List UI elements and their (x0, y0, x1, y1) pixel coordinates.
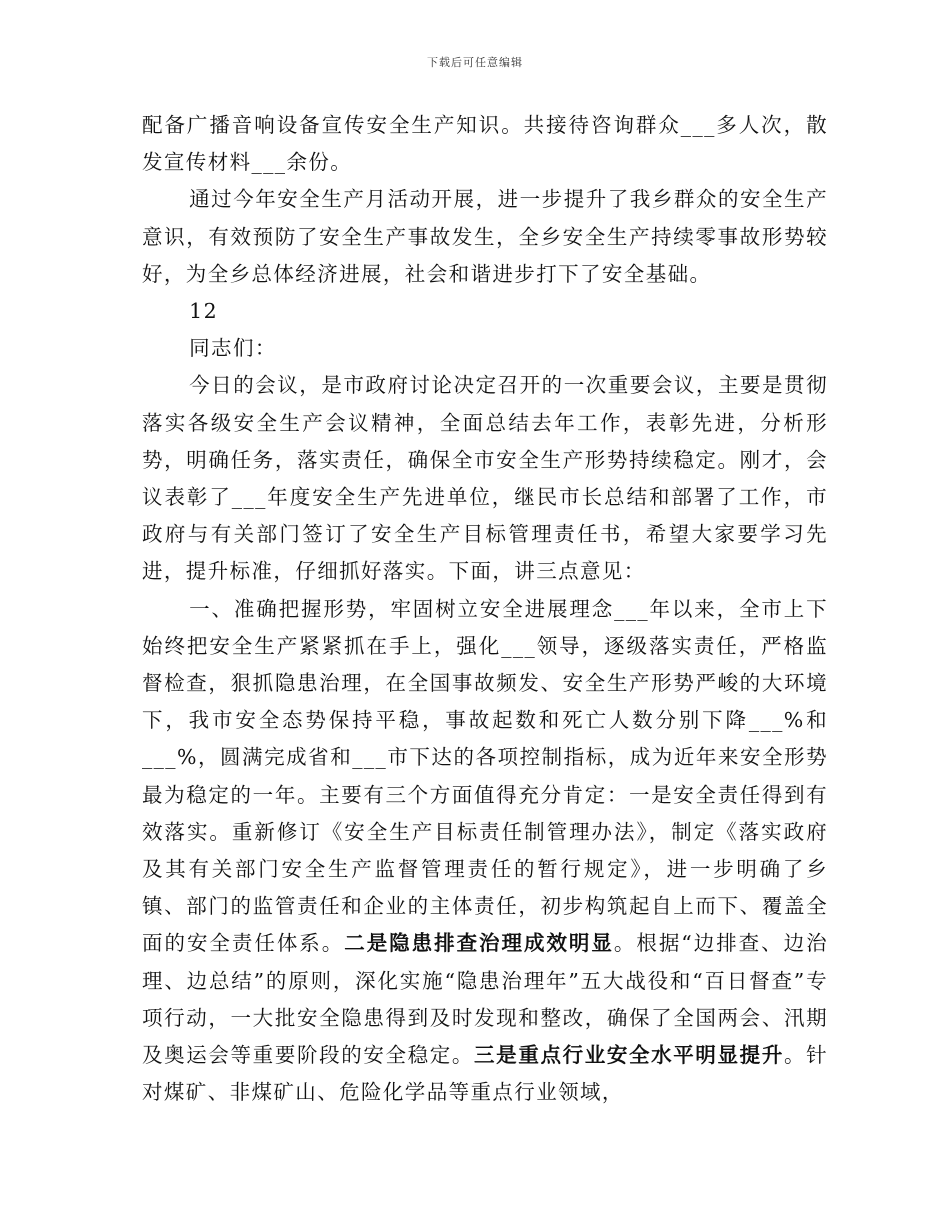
paragraph-text: 。针对煤矿、非煤矿山、危险化学品等重点行业领域， (142, 1043, 828, 1105)
bold-heading-three: 三是重点行业安全水平明显提升 (474, 1043, 784, 1068)
bold-heading-two: 二是隐患排查治理成效明显 (344, 931, 614, 956)
document-body (142, 107, 828, 1111)
paragraph-text: 今日的会议，是市政府讨论决定召开的一次重要会议，主要是贯彻落实各级安全生产会议精神，全面总结去年工作，表彰先进，分析形势，明确任务，落实责任，确保全市安全生产形势持续稳定。刚才，会议表彰了___年度安全生产先进单位，继民市长总结和部署了工作，市政府与有关部门签订了安全生产目标管理责任书，希望大家要学习先进，提升标准，仔细抓好落实。下面，讲三点意见： (142, 373, 828, 584)
page-header: 下载后可任意编辑 (427, 56, 523, 69)
paragraph-text: 。根据“边排查、边治理、边总结”的原则，深化实施“隐患治理年”五大战役和“百日督查”专项行动，一大批安全隐患得到及时发现和整改，确保了全国两会、汛期及奥运会等重要阶段的安全稳定。 (142, 931, 828, 1068)
paragraph-text: 配备广播音响设备宣传安全生产知识。共接待咨询群众___多人次，散发宣传材料___余份。 (142, 113, 828, 175)
section-number (142, 293, 828, 330)
paragraph-2 (142, 181, 828, 293)
paragraph-1 (142, 107, 828, 181)
paragraph-opening (142, 367, 828, 590)
salutation (142, 330, 828, 367)
paragraph-text: 通过今年安全生产月活动开展，进一步提升了我乡群众的安全生产意识，有效预防了安全生产事故发生，全乡安全生产持续零事故形势较好，为全乡总体经济进展，社会和谐进步打下了安全基础。 (142, 187, 828, 286)
paragraph-text: 一、准确把握形势，牢固树立安全进展理念___年以来，全市上下始终把安全生产紧紧抓在手上，强化___领导，逐级落实责任，严格监督检查，狠抓隐患治理，在全国事故频发、安全生产形势严峻的大环境下，我市安全态势保持平稳，事故起数和死亡人数分别下降___%和___%，圆满完成省和___市下达的各项控制指标，成为近年来安全形势最为稳定的一年。主要有三个方面值得充分肯定：一是安全责任得到有效落实。重新修订《安全生产目标责任制管理办法》，制定《落实政府及其有关部门安全生产监督管理责任的暂行规定》，进一步明确了乡镇、部门的监管责任和企业的主体责任，初步构筑起自上而下、覆盖全面的安全责任体系。 (142, 596, 828, 956)
section-number-text: 12 (189, 299, 219, 324)
salutation-text: 同志们： (189, 336, 277, 361)
paragraph-section-one (142, 591, 828, 1112)
